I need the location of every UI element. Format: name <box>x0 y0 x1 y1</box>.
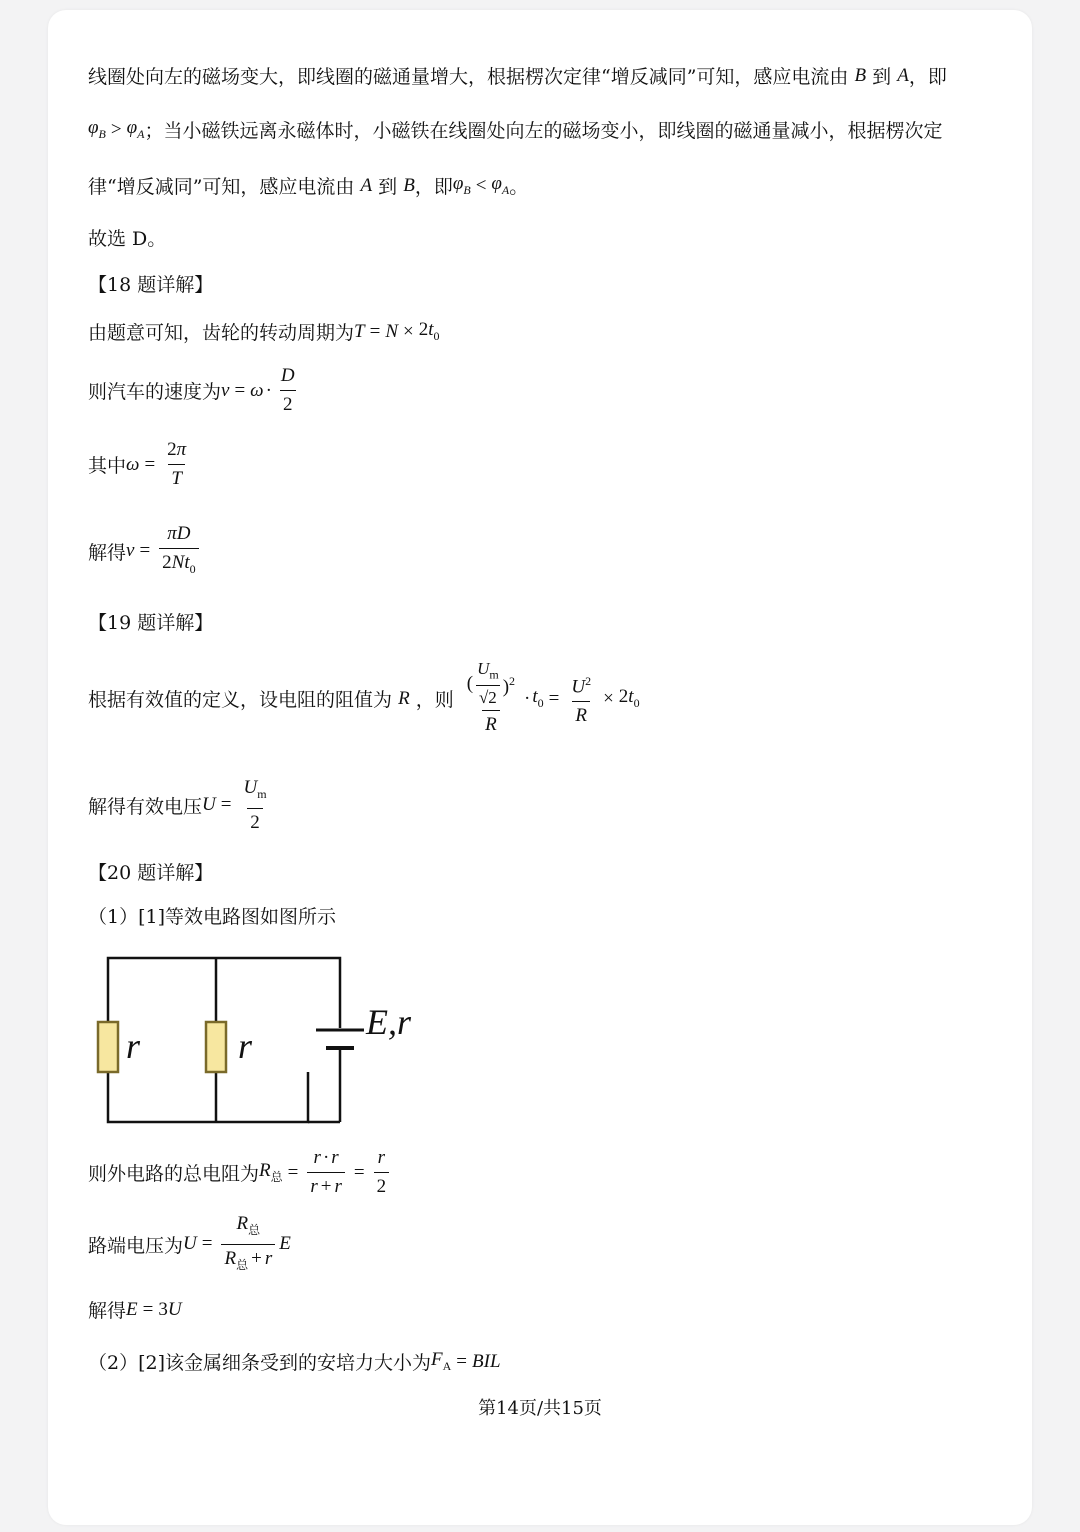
section-heading-20: 【20 题详解】 <box>88 862 214 884</box>
q20-line-ampere-force: （2）[2]该金属细条受到的安培力大小为 $F_A$ = BIL <box>88 1349 501 1374</box>
q19-line-result: 解得有效电压 U = $\frac{U_m}{2}$ <box>88 777 267 833</box>
equivalent-circuit-diagram <box>90 950 450 1130</box>
resistor-1-label: r <box>126 1026 141 1066</box>
section-heading-19: 【19 题详解】 <box>88 612 214 634</box>
q20-line-result: 解得 E = 3U <box>88 1298 182 1322</box>
document-page <box>48 10 1032 1525</box>
q20-line-terminal-voltage: 路端电压为 U = $\frac{R_总}{R_总 + r}$ E <box>88 1212 291 1277</box>
source-label: E,r <box>366 1002 411 1042</box>
resistor-2-label: r <box>238 1026 253 1066</box>
resistor-1 <box>98 1022 118 1072</box>
q18-line-period: 由题意可知，齿轮的转动周期为 T = N × $2t_0$ <box>88 319 440 344</box>
q20-line-intro: （1）[1]等效电路图如图所示 <box>88 906 337 928</box>
q18-line-result: 解得 v = $\frac{\pi D}{2Nt_0}$ <box>88 522 203 581</box>
q19-line-definition: 根据有效值的定义，设电阻的阻值为 R ，则 ( $\frac{U_m}{√2}$ )$^2$ R · $t_0$ = $\frac{U^2}{R}$ × $2t_0$ <box>88 659 640 736</box>
page-number: 第14页/共15页 <box>478 1398 602 1419</box>
paragraph-line: 线圈处向左的磁场变大，即线圈的磁通量增大，根据楞次定律“增反减同”可知，感应电流由 B 到 A ，即 <box>88 64 947 88</box>
paragraph-line: 律“增反减同”可知，感应电流由 A 到 B ，即 $\varphi_B$ < $\varphi_A$ 。 <box>88 173 529 198</box>
q18-line-velocity: 则汽车的速度为 v = ω · $\frac{D}{2}$ <box>88 365 295 415</box>
q18-line-omega: 其中 ω = $\frac{2\pi}{T}$ <box>88 439 187 489</box>
paragraph-line: $\varphi_B$ > $\varphi_A$ ；当小磁铁远离永磁体时，小磁铁在线圈处向左的磁场变小，即线圈的磁通量减小，根据楞次定 <box>88 117 943 142</box>
q20-line-total-resistance: 则外电路的总电阻为 $R_总$ = $\frac{r \cdot r}{r + r}$ = $\frac{r}{2}$ <box>88 1146 393 1199</box>
conclusion-text: 故选 D。 <box>88 228 167 250</box>
resistor-2 <box>206 1022 226 1072</box>
section-heading-18: 【18 题详解】 <box>88 274 214 296</box>
